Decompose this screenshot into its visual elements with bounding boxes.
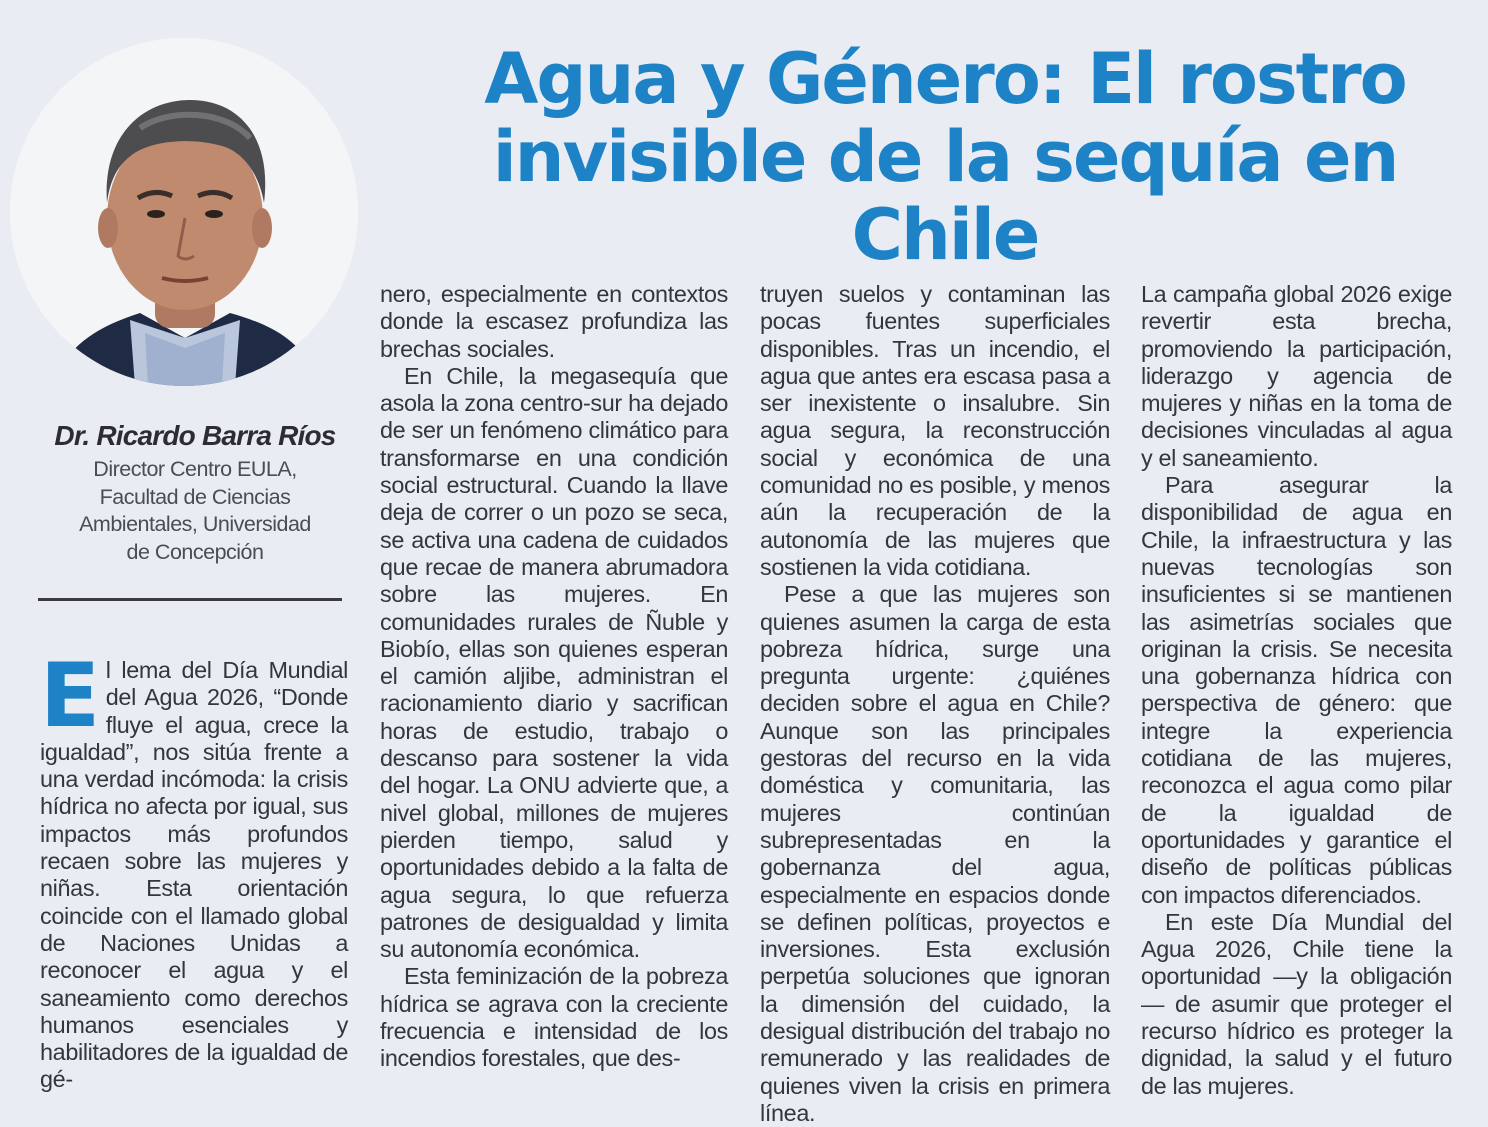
article-paragraph-4-continued: La campaña global 2026 exige revertir esta brecha, promoviendo la participación, liderazgo y agencia de mujeres y niñas en la toma de decisiones vinculadas al agua y el saneamiento. xyxy=(1141,281,1452,471)
drop-cap: E xyxy=(40,644,100,747)
article-paragraph-4: Pese a que las mujeres son quienes asumen la carga de esta pobreza hídrica, surge una pregunta urgente: ¿quiénes deciden sobre el agua en Chile? Aunque son las principales gestoras del recurso en la vida doméstica y comunitaria, las mujeres continúan subrepresentadas en la gobernanza del agua, especialmente en espacios donde se definen políticas, proyectos e inversiones. Esta exclusión perpetúa soluciones que ignoran la dimensión del cuidado, la desigual distribución del trabajo no remunerado y las realidades de quienes viven la crisis en primera línea. xyxy=(760,581,1110,1126)
author-name: Dr. Ricardo Barra Ríos xyxy=(54,420,336,451)
article-column-1 xyxy=(40,644,348,1094)
article-paragraph-1-continued: nero, especialmente en contextos donde la escasez profundiza las brechas sociales. xyxy=(380,281,728,362)
article-paragraph-2: En Chile, la megasequía que asola la zona centro-sur ha dejado de ser un fenómeno climático para transformarse en una condición social estructural. Cuando la llave deja de correr o un pozo se seca, se activa una cadena de cuidados que recae de manera abrumadora sobre las mujeres. En comunidades rurales de Ñuble y Biobío, ellas son quienes esperan el camión aljibe, administran el racionamiento diario y sacrifican horas de estudio, trabajo o descanso para sostener la vida del hogar. La ONU advierte que, a nivel global, millones de mujeres pierden tiempo, salud y oportunidades debido a la falta de agua segura, lo que refuerza patrones de desigualdad y limita su autonomía económica. xyxy=(380,362,728,963)
article-paragraph-3: Esta feminización de la pobreza hídrica se agrava con la creciente frecuencia e intensidad de los incendios forestales, que des- xyxy=(380,963,728,1072)
headline xyxy=(420,40,1470,274)
author-title-2: Facultad de Ciencias xyxy=(99,484,291,509)
article-paragraph-3-continued: truyen suelos y contaminan las pocas fuentes superficiales disponibles. Tras un incendio, el agua que antes era escasa pasa a ser inexistente o insalubre. Sin agua segura, la reconstrucción social y económica de una comunidad no es posible, y menos aún la recuperación de la autonomía de las mujeres que sostienen la vida cotidiana. xyxy=(760,281,1110,580)
article-paragraph-6: En este Día Mundial del Agua 2026, Chile tiene la oportunidad —y la obligación— de asumir que proteger el recurso hídrico es proteger la dignidad, la salud y el futuro de las mujeres. xyxy=(1141,908,1452,1099)
article-column-3 xyxy=(760,281,1110,1127)
article-column-4 xyxy=(1141,281,1452,1100)
author-portrait xyxy=(10,38,358,386)
author-title-4: de Concepción xyxy=(126,539,264,564)
headline-line-1: Agua y Género: El rostro xyxy=(484,38,1406,120)
paragraph-text: l lema del Día Mundial del Agua 2026, “Donde fluye el agua, crece la igualdad”, nos sitúa frente a una verdad incómoda: la crisis hídrica no afecta por igual, sus impactos más profundos recaen sobre las mujeres y niñas. Esta orientación coincide con el llamado global de Naciones Unidas a reconocer el agua y el saneamiento como derechos humanos esenciales y habilitadores de la igualdad de gé- xyxy=(40,657,348,1093)
article-paragraph-1 xyxy=(40,644,348,1094)
author-title-1: Director Centro EULA, xyxy=(93,457,297,481)
author-divider xyxy=(38,598,342,601)
author-title-3: Ambientales, Universidad xyxy=(79,512,311,536)
headline-line-2: invisible de la sequía en Chile xyxy=(492,116,1398,276)
article-paragraph-5: Para asegurar la disponibilidad de agua en Chile, la infraestructura y las nuevas tecnologías son insuficientes si se mantienen las asimetrías sociales que originan la crisis. Se necesita una gobernanza hídrica con perspectiva de género: que integre la experiencia cotidiana de las mujeres, reconozca el agua como pilar de la igualdad de oportunidades y garantice el diseño de políticas públicas con impactos diferenciados. xyxy=(1141,472,1452,908)
author-block xyxy=(30,420,360,566)
article-column-2 xyxy=(380,281,728,1073)
